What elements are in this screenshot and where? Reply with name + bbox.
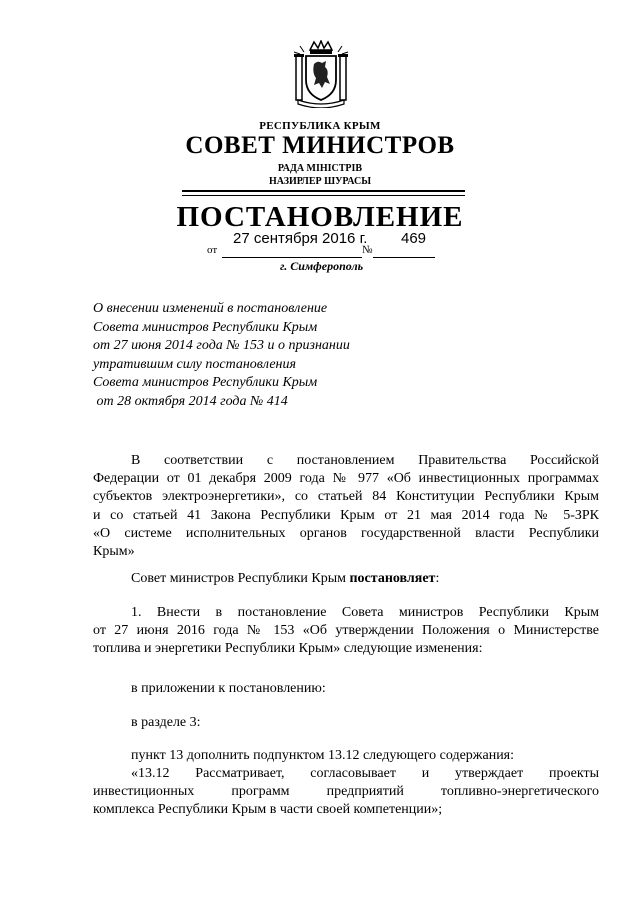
quote-line: комплекса Республики Крым в части своей компетенции»; xyxy=(93,802,443,818)
handwritten-date: 27 сентября 2016 г. xyxy=(233,230,368,247)
city: г. Симферополь xyxy=(280,259,364,273)
subject-block xyxy=(93,300,350,411)
document-type: ПОСТАНОВЛЕНИЕ xyxy=(176,201,464,233)
subject-line: от 28 октября 2014 года № 414 xyxy=(93,393,288,409)
coat-of-arms-emblem xyxy=(292,40,350,108)
subject-line: Совета министров Республики Крым xyxy=(93,319,318,335)
resolves-prefix: Совет министров Республики Крым xyxy=(131,571,350,586)
resolves-paragraph xyxy=(93,570,637,588)
preamble-line: Федерации от 01 декабря 2009 года № 977 «Об инвестиционных программах xyxy=(93,471,599,487)
handwritten-number: 469 xyxy=(401,230,427,247)
item-1-paragraph xyxy=(93,604,599,659)
preamble-paragraph xyxy=(93,452,599,561)
council-title: СОВЕТ МИНИСТРОВ xyxy=(185,132,455,159)
number-line xyxy=(373,257,435,258)
resolves-bold: постановляет xyxy=(349,571,436,586)
header-rule-thin xyxy=(182,195,465,196)
subject-line: утратившим силу постановления xyxy=(93,356,296,372)
subject-line: от 27 июня 2014 года № 153 и о признании xyxy=(93,338,350,353)
item-1-line: 1. Внести в постановление Совета министров Республики Крым xyxy=(131,605,599,620)
council-title-ukrainian: РАДА МІНІСТРІВ xyxy=(277,163,363,174)
appendix-line: в приложении к постановлению: xyxy=(131,681,326,696)
quote-line: инвестиционных программ предприятий топливно-энергетического xyxy=(93,784,599,800)
section-line: в разделе 3: xyxy=(131,715,201,730)
from-label: от xyxy=(207,244,218,256)
number-label: № xyxy=(362,244,373,256)
header-rule-thick xyxy=(182,190,465,192)
quote-line: «13.12 Рассматривает, согласовывает и утверждает проекты xyxy=(131,766,599,781)
point-line: пункт 13 дополнить подпунктом 13.12 следующего содержания: xyxy=(131,748,515,763)
quote-paragraph xyxy=(93,765,599,820)
council-title-crimean-tatar: НАЗИРЛЕР ШУРАСЫ xyxy=(268,176,372,187)
preamble-line: «О системе исполнительных органов государственной власти Республики xyxy=(93,525,599,541)
republic-name: РЕСПУБЛИКА КРЫМ xyxy=(259,120,381,132)
subject-line: Совета министров Республики Крым xyxy=(93,375,318,390)
preamble-line: В соответствии с постановлением Правительства Российской xyxy=(131,453,599,468)
item-1-line: топлива и энергетики Республики Крым» следующие изменения: xyxy=(93,641,483,657)
preamble-line: и со статьей 41 Закона Республики Крым от 21 мая 2014 года № 5-ЗРК xyxy=(93,507,599,523)
resolves-suffix: : xyxy=(435,571,440,586)
date-line xyxy=(222,257,362,258)
item-1-line: от 27 июня 2016 года № 153 «Об утверждении Положения о Министерстве xyxy=(93,623,599,639)
preamble-line: субъектов электроэнергетики», со статьей 84 Конституции Республики Крым xyxy=(93,489,599,505)
preamble-line: Крым» xyxy=(93,544,135,560)
subject-line: О внесении изменений в постановление xyxy=(93,301,328,316)
